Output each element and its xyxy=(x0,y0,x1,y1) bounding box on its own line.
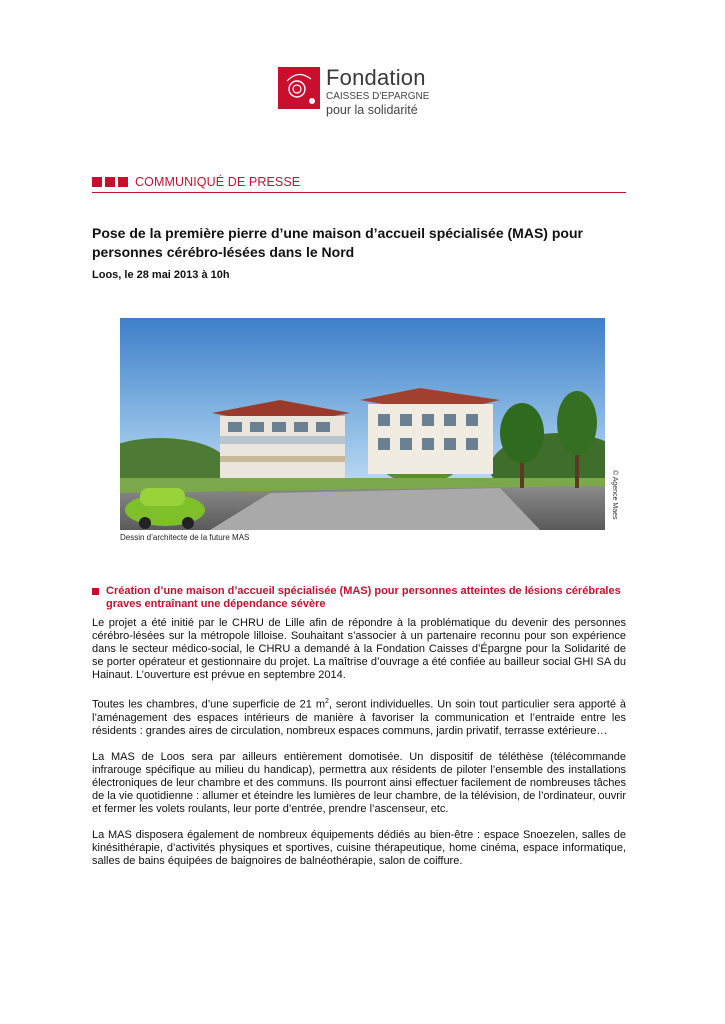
logo-emblem-icon xyxy=(278,67,320,109)
paragraph-part: Toutes les chambres, d’une superficie de 21 m xyxy=(92,698,325,711)
body-text xyxy=(92,617,626,881)
image-credit-text: © Agence Maes xyxy=(611,470,618,520)
header-divider xyxy=(92,192,626,193)
header-square-icon xyxy=(118,177,128,187)
logo-title: Fondation xyxy=(326,65,426,90)
foundation-logo xyxy=(278,67,429,117)
superscript: 2 xyxy=(324,698,329,705)
header-square-icon xyxy=(105,177,115,187)
paragraph-part: , seront individuelles. Un soin tout particulier sera apporté à l’aménagement des espaces intérieurs de manière à favoriser la communication et l’entraide entre les résidents : grandes aires de circulation, nombreux espaces communs, jardin privatif, terrasse extérieure… xyxy=(92,698,626,737)
architect-drawing xyxy=(120,318,605,530)
press-release-label: COMMUNIQUÉ DE PRESSE xyxy=(135,175,301,189)
subheading-text: Création d’une maison d’accueil spécialisée (MAS) pour personnes atteintes de lésions cérébrales graves entraînant une dépendance sévère xyxy=(106,585,621,610)
dateline: Loos, le 28 mai 2013 à 10h xyxy=(92,269,230,281)
image-credit xyxy=(608,470,620,530)
press-release-header xyxy=(92,175,300,189)
section-subheading xyxy=(92,585,626,611)
paragraph: La MAS de Loos sera par ailleurs entièrement domotisée. Un dispositif de téléthèse (télécommande infrarouge spécifique au milieu du handicap), permettra aux résidents de piloter l’ensemble des installations électroniques de leur chambre et des communs. Ils pourront ainsi effectuer facilement de nombreuses tâches de la vie quotidienne : allumer et éteindre les lumières de leur chambre, de la télévision, de l’ordinateur, ouvrir et fermer les volets roulants, leur porte d’entrée, prendre l’ascenseur, etc. xyxy=(92,750,626,815)
header-square-icon xyxy=(92,177,102,187)
headline: Pose de la première pierre d’une maison d’accueil spécialisée (MAS) pour personnes cérébro-lésées dans le Nord xyxy=(92,225,583,260)
paragraph: Le projet a été initié par le CHRU de Lille afin de répondre à la problématique du devenir des personnes cérébro-lésées sur la métropole lilloise. Souhaitant s’associer à un partenaire reconnu pour son expérience dans le secteur médico-social, le CHRU a demandé à la Fondation Caisses d’Épargne pour la Solidarité de se porter opérateur et gestionnaire du projet. La maîtrise d’ouvrage a été confiée au bailleur social GHI SA du Hainaut. L’ouverture est prévue en septembre 2014. xyxy=(92,617,626,681)
figure-caption: Dessin d’architecte de la future MAS xyxy=(120,533,250,542)
paragraph xyxy=(92,695,626,738)
square-bullet-icon xyxy=(92,588,99,595)
paragraph: La MAS disposera également de nombreux équipements dédiés au bien-être : espace Snoezelen, salles de kinésithérapie, d’activités physiques et sportives, cuisine thérapeutique, home cinéma, espace informatique, salles de bains équipées de baignoires de balnéothérapie, salon de coiffure. xyxy=(92,828,626,867)
logo-subtitle-1: CAISSES D'EPARGNE xyxy=(326,91,430,102)
logo-subtitle-2: pour la solidarité xyxy=(326,103,418,117)
